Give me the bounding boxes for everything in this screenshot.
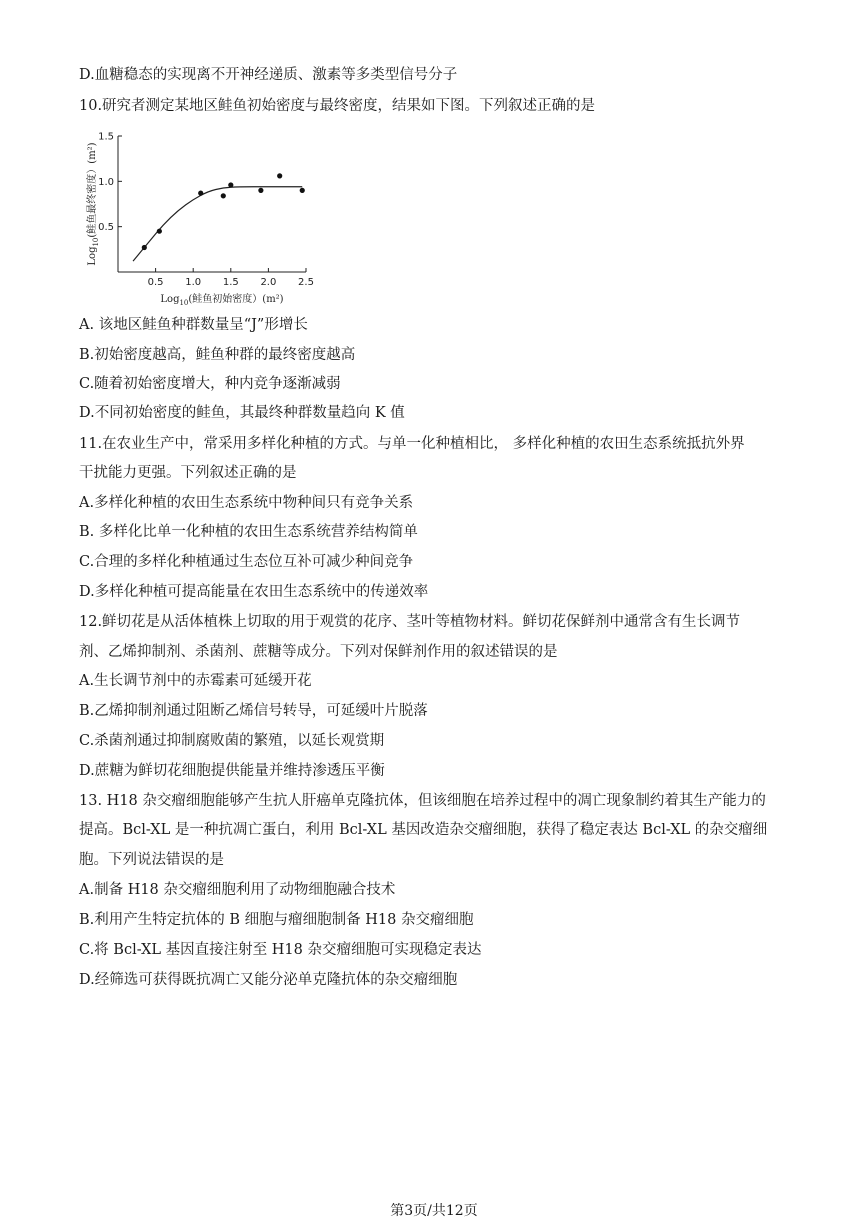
q10-option-a: A. 该地区鲑鱼种群数量呈“J”形增长 [79, 317, 308, 333]
question-11-stem-cont: 干扰能力更强。下列叙述正确的是 [79, 465, 297, 481]
y-tick-label: 1.0 [98, 176, 114, 188]
q10-option-c: C.随着初始密度增大，种内竞争逐渐减弱 [79, 376, 341, 392]
x-tick-label: 0.5 [147, 277, 164, 288]
q11-option-b: B. 多样化比单一化种植的农田生态系统营养结构简单 [79, 524, 418, 540]
q11-option-c: C.合理的多样化种植通过生态位互补可减少种间竞争 [79, 554, 414, 570]
q13-option-b: B.利用产生特定抗体的 B 细胞与瘤细胞制备 H18 杂交瘤细胞 [79, 912, 474, 928]
data-point [157, 229, 162, 234]
data-point [258, 188, 263, 193]
q13-option-a: A.制备 H18 杂交瘤细胞利用了动物细胞融合技术 [79, 882, 396, 898]
y-tick-label: 1.5 [98, 131, 114, 143]
q12-option-a: A.生长调节剂中的赤霉素可延缓开花 [79, 673, 312, 689]
data-point [277, 173, 282, 178]
q12-option-b: B.乙烯抑制剂通过阻断乙烯信号转导，可延缓叶片脱落 [79, 703, 428, 719]
x-tick-label: 2.5 [298, 277, 314, 288]
question-13-stem-cont2: 胞。下列说法错误的是 [79, 852, 224, 868]
data-point [142, 245, 147, 250]
q13-option-c: C.将 Bcl-XL 基因直接注射至 H18 杂交瘤细胞可实现稳定表达 [79, 942, 482, 958]
data-point [228, 182, 233, 187]
density-chart-svg [84, 124, 324, 310]
chart-ticks [98, 132, 314, 289]
question-13-stem-cont: 提高。Bcl-XL 是一种抗凋亡蛋白，利用 Bcl-XL 基因改造杂交瘤细胞，获得了稳定表达 Bcl-XL 的杂交瘤细 [79, 822, 768, 838]
x-axis-label: Log$_{10}$(鲑鱼初始密度）(m²) [160, 294, 284, 307]
chart-axes [118, 136, 306, 272]
data-point [198, 191, 203, 196]
x-tick-label: 1.5 [222, 277, 239, 288]
data-point [300, 188, 305, 193]
q12-option-c: C.杀菌剂通过抑制腐败菌的繁殖，以延长观赏期 [79, 733, 385, 749]
q12-option-d: D.蔗糖为鲜切花细胞提供能量并维持渗透压平衡 [79, 763, 385, 779]
question-13-stem: 13. H18 杂交瘤细胞能够产生抗人肝癌单克隆抗体，但该细胞在培养过程中的凋亡现象制约着其生产能力的 [79, 793, 766, 809]
x-tick-label: 1.0 [185, 277, 202, 288]
question-11-stem: 11.在农业生产中，常采用多样化种植的方式。与单一化种植相比， 多样化种植的农田生态系统抵抗外界 [79, 436, 745, 452]
density-chart [84, 124, 324, 310]
x-tick-label: 2.0 [260, 277, 277, 288]
chart-points [142, 173, 305, 250]
q11-option-a: A.多样化种植的农田生态系统中物种间只有竞争关系 [79, 495, 414, 511]
question-10-stem: 10.研究者测定某地区鲑鱼初始密度与最终密度，结果如下图。下列叙述正确的是 [79, 98, 596, 114]
y-tick-label: 0.5 [98, 222, 114, 234]
q10-option-d: D.不同初始密度的鲑鱼，其最终种群数量趋向 K 值 [79, 405, 405, 421]
line-0: D.血糖稳态的实现离不开神经递质、激素等多类型信号分子 [79, 67, 458, 83]
q13-option-d: D.经筛选可获得既抗凋亡又能分泌单克隆抗体的杂交瘤细胞 [79, 972, 458, 988]
fit-curve [133, 187, 302, 261]
q10-option-b: B.初始密度越高，鲑鱼种群的最终密度越高 [79, 347, 356, 363]
y-axis-label: Log$_{10}$(鲑鱼最终密度）(m²) [87, 142, 100, 266]
page-footer: 第3页/共12页 [390, 1203, 478, 1219]
data-point [221, 193, 226, 198]
question-12-stem: 12.鲜切花是从活体植株上切取的用于观赏的花序、茎叶等植物材料。鲜切花保鲜剂中通常含有生长调节 [79, 614, 741, 630]
question-12-stem-cont: 剂、乙烯抑制剂、杀菌剂、蔗糖等成分。下列对保鲜剂作用的叙述错误的是 [79, 644, 558, 660]
q11-option-d: D.多样化种植可提高能量在农田生态系统中的传递效率 [79, 584, 429, 600]
